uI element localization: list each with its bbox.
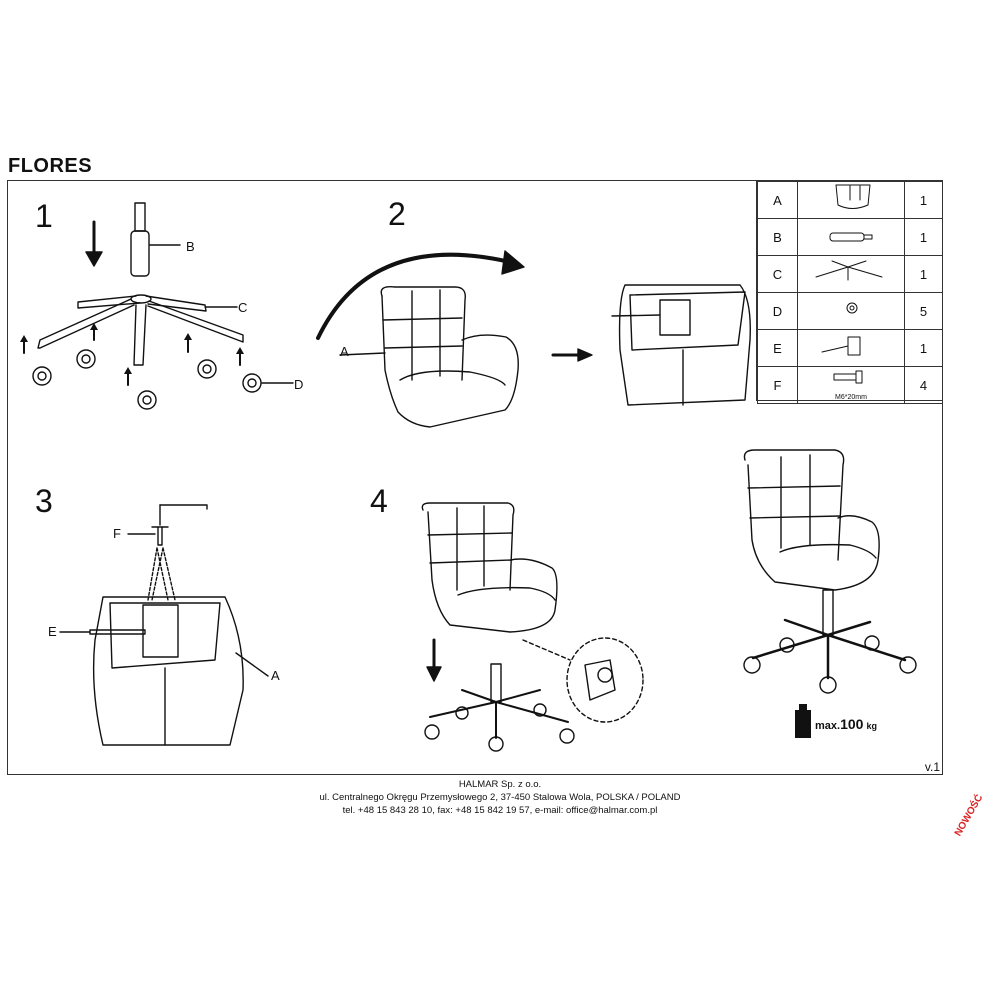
label-A-step2: A	[340, 344, 349, 359]
label-D: D	[294, 377, 304, 392]
max-load-prefix: max.	[815, 720, 841, 732]
label-F: F	[113, 526, 121, 541]
max-load-value: 100	[840, 716, 864, 732]
new-badge: NOWOŚĆ	[952, 792, 986, 839]
final-chair-drawing	[744, 450, 916, 738]
step-number-1: 1	[35, 198, 53, 234]
step4-drawing	[422, 503, 643, 751]
parts-row: B 1	[758, 219, 943, 256]
max-load-unit: kg	[866, 721, 878, 731]
step1-drawing	[20, 203, 293, 409]
step-number-4: 4	[370, 483, 388, 519]
parts-row: A 1	[758, 182, 943, 219]
max-load	[815, 716, 877, 732]
caster-wheel-icon	[797, 293, 904, 330]
footer-address: ul. Centralnego Okręgu Przemysłowego 2, 37-450 Stalowa Wola, POLSKA / POLAND	[319, 792, 681, 803]
parts-table	[756, 181, 943, 401]
label-E: E	[48, 624, 57, 639]
mechanism-icon	[797, 330, 904, 367]
label-C: C	[238, 300, 248, 315]
step-number-2: 2	[388, 196, 406, 232]
chair-icon	[797, 182, 904, 219]
page-title: FLORES	[8, 155, 93, 177]
label-B: B	[186, 239, 195, 254]
version-label: v.1	[924, 760, 940, 774]
parts-row: E 1	[758, 330, 943, 367]
step3-drawing	[60, 505, 268, 745]
footer	[0, 778, 1000, 817]
screw-icon	[797, 367, 904, 404]
footer-contact: tel. +48 15 843 28 10, fax: +48 15 842 19 57, e-mail: office@halmar.com.pl	[342, 805, 658, 816]
label-A-step3: A	[271, 668, 280, 683]
step2-drawing	[318, 251, 750, 427]
gas-lift-icon	[797, 219, 904, 256]
parts-row: C 1	[758, 256, 943, 293]
footer-company: HALMAR Sp. z o.o.	[458, 779, 542, 790]
step-number-3: 3	[35, 483, 53, 519]
parts-row: F M6*20mm 4	[758, 367, 943, 404]
star-base-icon	[797, 256, 904, 293]
parts-row: D 5	[758, 293, 943, 330]
screw-size-note: M6*20mm	[835, 394, 867, 401]
